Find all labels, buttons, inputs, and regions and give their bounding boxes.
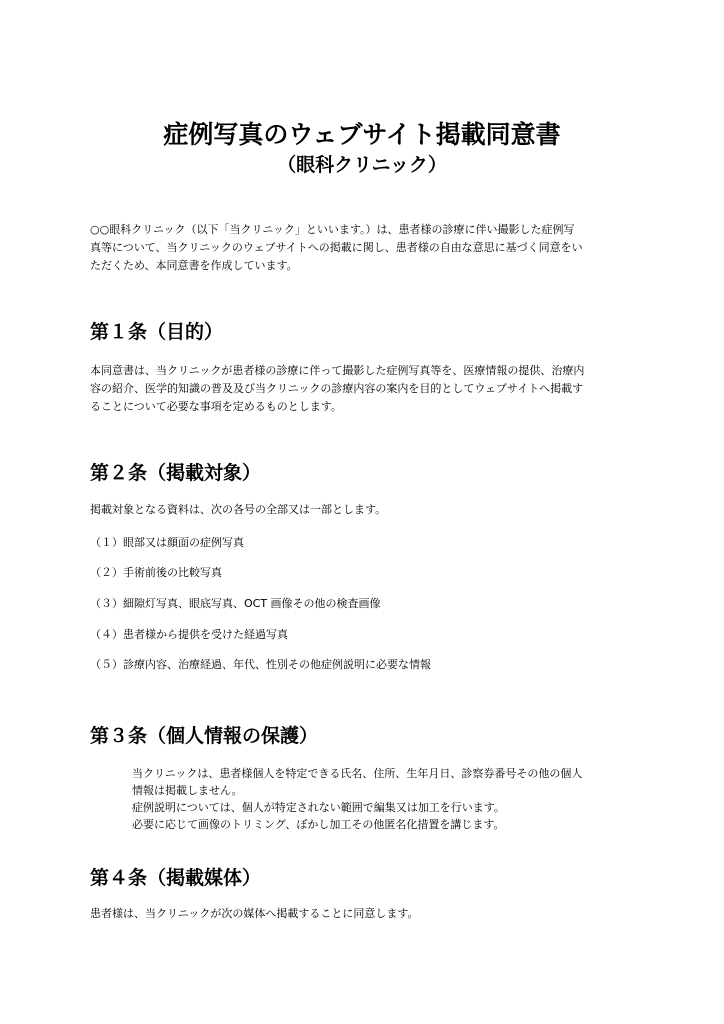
article-3-heading: 第３条（個人情報の保護）	[90, 725, 319, 747]
article-1-line: 本同意書は、当クリニックが患者様の診療に伴って撮影した症例写真等を、医療情報の提供、治療内	[90, 364, 585, 377]
article-3-line: 情報は掲載しません。	[132, 784, 243, 797]
article-2-item: （５）診療内容、治療経過、年代、性別その他症例説明に必要な情報	[90, 658, 431, 671]
document-subtitle: （眼科クリニック）	[277, 154, 447, 176]
article-2-body: 掲載対象となる資料は、次の各号の全部又は一部とします。	[90, 503, 387, 516]
article-4-heading: 第４条（掲載媒体）	[90, 867, 262, 889]
article-2-item: （２）手術前後の比較写真	[90, 566, 222, 579]
article-2-item: （３）細隙灯写真、眼底写真、OCT 画像その他の検査画像	[90, 597, 381, 610]
article-3-line: 必要に応じて画像のトリミング、ぼかし加工その他匿名化措置を講じます。	[132, 818, 505, 831]
article-2-heading: 第２条（掲載対象）	[90, 462, 262, 484]
article-1-line: 容の紹介、医学的知識の普及及び当クリニックの診療内容の案内を目的としてウェブサイトへ掲載す	[90, 382, 584, 395]
intro-line: 真等について、当クリニックのウェブサイトへの掲載に関し、患者様の自由な意思に基づく同意をい	[90, 241, 583, 254]
article-4-body: 患者様は、当クリニックが次の媒体へ掲載することに同意します。	[90, 907, 419, 920]
article-1-heading: 第１条（目的）	[90, 321, 224, 343]
intro-line: ○○眼科クリニック（以下「当クリニック」といいます。）は、患者様の診療に伴い撮影した症例写	[90, 223, 575, 236]
article-1-line: ることについて必要な事項を定めるものとします。	[90, 400, 342, 413]
intro-paragraph	[90, 221, 640, 275]
document-title: 症例写真のウェブサイト掲載同意書	[163, 120, 561, 149]
article-3-body	[132, 765, 652, 833]
article-2-item: （１）眼部又は顔面の症例写真	[90, 536, 244, 549]
article-1-body	[90, 362, 640, 416]
article-3-line: 症例説明については、個人が特定されない範囲で編集又は加工を行います。	[132, 801, 505, 814]
article-2-item: （４）患者様から提供を受けた経過写真	[90, 628, 288, 641]
article-3-line: 当クリニックは、患者様個人を特定できる氏名、住所、生年月日、診察券番号その他の個人	[132, 767, 583, 780]
intro-line: ただくため、本同意書を作成しています。	[90, 259, 298, 272]
